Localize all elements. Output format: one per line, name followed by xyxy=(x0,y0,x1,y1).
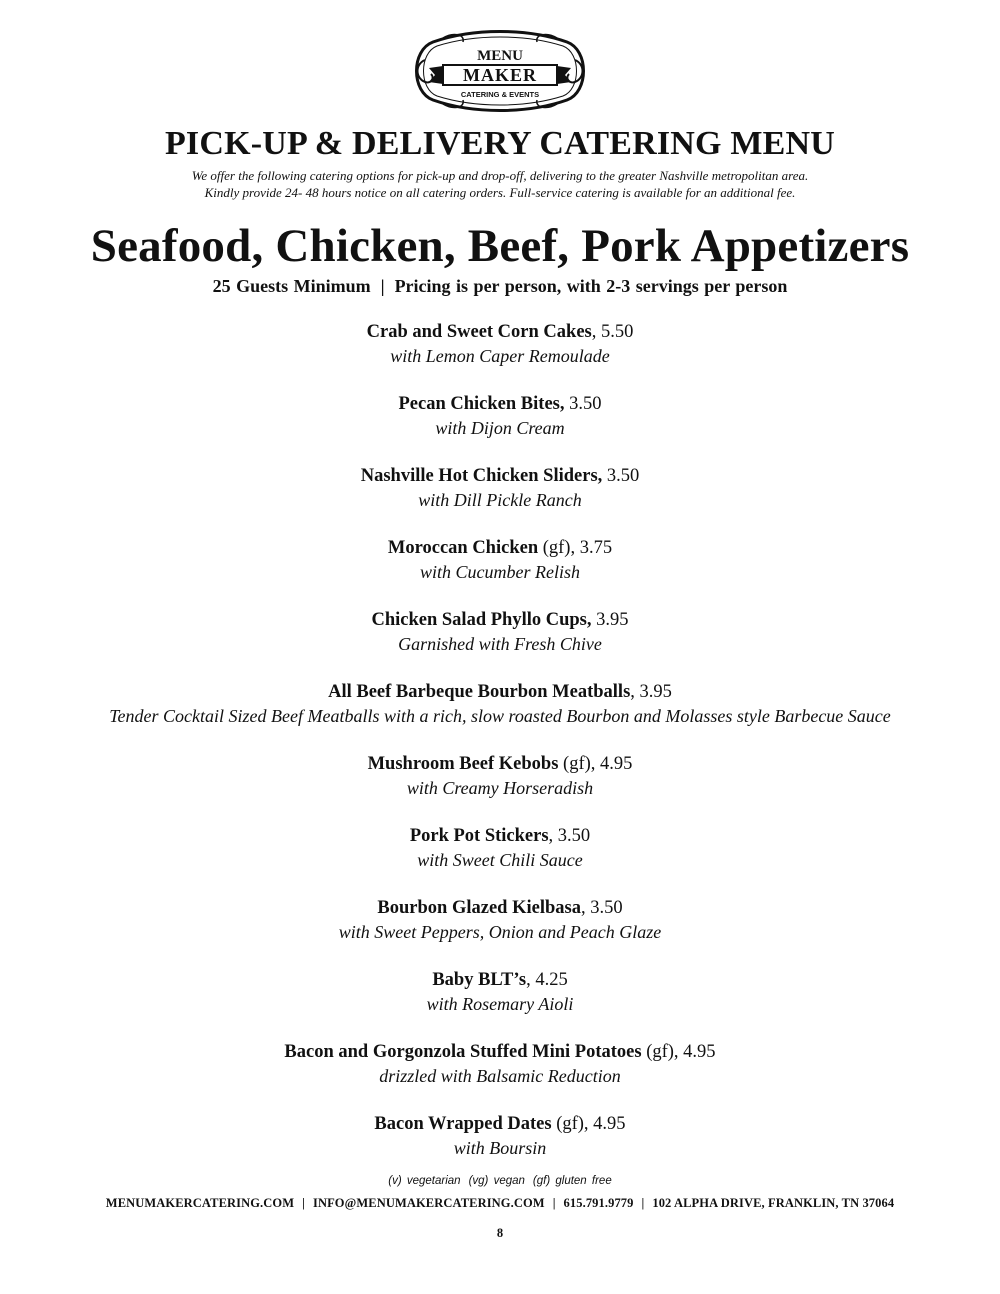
legend-gluten-free: (gf) gluten free xyxy=(532,1175,612,1187)
menu-item xyxy=(0,824,1000,896)
item-title xyxy=(0,536,1000,560)
item-description: with Boursin xyxy=(453,1138,547,1158)
item-description: with Rosemary Aioli xyxy=(426,994,574,1014)
footer-email: INFO@MENUMAKERCATERING.COM xyxy=(312,1196,545,1210)
logo-maker-text: MAKER xyxy=(463,65,537,85)
menu-item xyxy=(0,392,1000,464)
menu-item xyxy=(0,320,1000,392)
menu-item xyxy=(0,680,1000,752)
item-price: , 3.50 xyxy=(580,898,623,918)
item-description: drizzled with Balsamic Reduction xyxy=(379,1066,621,1086)
item-title xyxy=(0,752,1000,776)
menu-item xyxy=(0,896,1000,968)
item-name: Moroccan Chicken xyxy=(387,538,539,558)
item-name: Crab and Sweet Corn Cakes xyxy=(366,322,592,342)
item-description: Garnished with Fresh Chive xyxy=(398,634,602,654)
menu-maker-logo xyxy=(413,30,587,112)
item-description: with Creamy Horseradish xyxy=(406,778,594,798)
item-price: 3.50 xyxy=(602,466,640,486)
footer-separator: | xyxy=(641,1196,645,1210)
menu-item xyxy=(0,608,1000,680)
page-number: 8 xyxy=(496,1226,504,1240)
menu-item xyxy=(0,968,1000,1040)
menu-item xyxy=(0,752,1000,824)
menu-item xyxy=(0,1040,1000,1112)
legend-vegetarian: (v) vegetarian xyxy=(388,1175,461,1187)
item-title xyxy=(0,608,1000,632)
contact-footer xyxy=(0,1195,1000,1211)
item-name: Bourbon Glazed Kielbasa xyxy=(377,898,581,918)
item-description: with Dijon Cream xyxy=(435,418,565,438)
item-name: Pork Pot Stickers xyxy=(409,826,549,846)
item-title xyxy=(0,824,1000,848)
subtitle-separator: | xyxy=(380,276,385,296)
item-price: , 3.50 xyxy=(548,826,591,846)
intro-line-1: We offer the following catering options for pick-up and drop-off, delivering to the greater Nashville metropolitan area. xyxy=(191,168,809,183)
item-price: (gf), 4.95 xyxy=(558,754,633,774)
logo-menu-text: MENU xyxy=(477,48,523,64)
item-price: 3.95 xyxy=(591,610,629,630)
item-name: Baby BLT’s xyxy=(432,970,527,990)
item-name: Nashville Hot Chicken Sliders, xyxy=(360,466,603,486)
item-name: All Beef Barbeque Bourbon Meatballs xyxy=(328,682,631,702)
page-title: PICK-UP & DELIVERY CATERING MENU xyxy=(164,125,836,162)
item-name: Bacon and Gorgonzola Stuffed Mini Potatoes xyxy=(284,1042,642,1062)
menu-item xyxy=(0,536,1000,608)
legend-vegan: (vg) vegan xyxy=(468,1175,525,1187)
item-price: 3.50 xyxy=(564,394,602,414)
pricing-note: Pricing is per person, with 2-3 servings per person xyxy=(394,276,788,296)
item-price: (gf), 4.95 xyxy=(551,1114,626,1134)
item-price: (gf), 3.75 xyxy=(538,538,613,558)
item-price: (gf), 4.95 xyxy=(641,1042,716,1062)
item-name: Chicken Salad Phyllo Cups, xyxy=(371,610,592,630)
section-title: Seafood, Chicken, Beef, Pork Appetizers xyxy=(90,220,910,272)
item-description: with Cucumber Relish xyxy=(420,562,580,582)
item-title xyxy=(0,1040,1000,1064)
item-title xyxy=(0,392,1000,416)
item-name: Pecan Chicken Bites, xyxy=(398,394,565,414)
item-description: with Lemon Caper Remoulade xyxy=(390,346,610,366)
guest-minimum: 25 Guests Minimum xyxy=(212,276,371,296)
section-subtitle xyxy=(0,274,1000,298)
menu-item xyxy=(0,464,1000,536)
footer-address: 102 ALPHA DRIVE, FRANKLIN, TN 37064 xyxy=(652,1196,895,1210)
footer-separator: | xyxy=(552,1196,556,1210)
footer-website: MENUMAKERCATERING.COM xyxy=(105,1196,295,1210)
item-price: , 4.25 xyxy=(526,970,568,990)
footer-separator: | xyxy=(302,1196,305,1210)
item-name: Mushroom Beef Kebobs xyxy=(367,754,559,774)
intro-line-2: Kindly provide 24- 48 hours notice on all catering orders. Full-service catering is available for an additional fee. xyxy=(204,185,796,200)
footer-phone: 615.791.9779 xyxy=(563,1196,634,1210)
item-title xyxy=(0,896,1000,920)
item-description: with Dill Pickle Ranch xyxy=(418,490,582,510)
dietary-legend xyxy=(0,1174,1000,1188)
item-description: with Sweet Peppers, Onion and Peach Glaze xyxy=(338,922,662,942)
logo-tagline-text: CATERING & EVENTS xyxy=(460,90,540,99)
item-title xyxy=(0,968,1000,992)
item-name: Bacon Wrapped Dates xyxy=(374,1114,552,1134)
item-title xyxy=(0,1112,1000,1136)
item-description: with Sweet Chili Sauce xyxy=(417,850,583,870)
item-title xyxy=(0,320,1000,344)
item-price: , 3.95 xyxy=(630,682,672,702)
menu-item-list xyxy=(0,320,1000,1184)
item-title xyxy=(0,464,1000,488)
item-price: , 5.50 xyxy=(591,322,634,342)
item-title xyxy=(0,680,1000,704)
item-description: Tender Cocktail Sized Beef Meatballs with a rich, slow roasted Bourbon and Molasses style Barbecue Sauce xyxy=(109,706,891,726)
